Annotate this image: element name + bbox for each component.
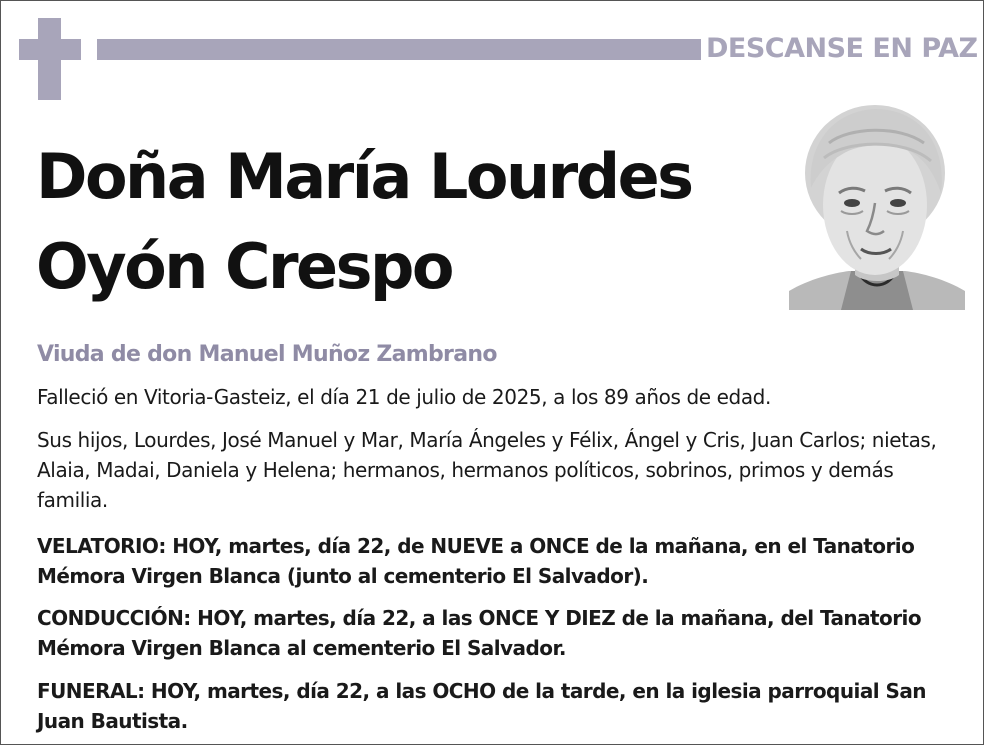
portrait-photo — [789, 103, 965, 310]
deceased-name-line1: Doña María Lourdes — [36, 140, 692, 213]
death-statement: Falleció en Vitoria-Gasteiz, el día 21 de julio de 2025, a los 89 años de edad. — [37, 385, 771, 409]
header-tagline: DESCANSE EN PAZ — [706, 33, 978, 64]
family-list: Sus hijos, Lourdes, José Manuel y Mar, María Ángeles y Félix, Ángel y Cris, Juan Carlos; nietas, Alaia, Madai, Daniela y Helena; hermanos, hermanos políticos, sobrinos, primos y demás familia. — [37, 428, 937, 512]
velatorio-info: VELATORIO: HOY, martes, día 22, de NUEVE a ONCE de la mañana, en el Tanatorio Mémora Virgen Blanca (junto al cementerio El Salvador). — [37, 534, 915, 588]
deceased-name — [36, 132, 776, 312]
deceased-subtitle: Viuda de don Manuel Muñoz Zambrano — [37, 342, 497, 367]
header-bar — [97, 39, 701, 60]
deceased-name-line2: Oyón Crespo — [36, 230, 452, 303]
conduccion-info: CONDUCCIÓN: HOY, martes, día 22, a las ONCE Y DIEZ de la mañana, del Tanatorio Mémora Virgen Blanca al cementerio El Salvador. — [37, 606, 922, 660]
funeral-info: FUNERAL: HOY, martes, día 22, a las OCHO de la tarde, en la iglesia parroquial San Juan Bautista. — [37, 679, 926, 733]
